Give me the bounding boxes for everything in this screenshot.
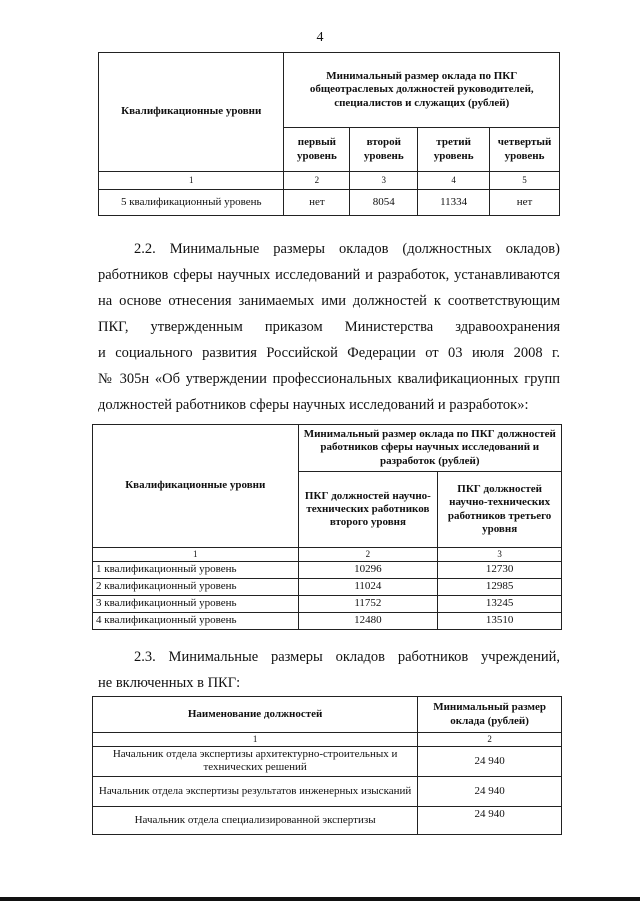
table3-name-cell: Начальник отдела экспертизы результатов инженерных изысканий bbox=[93, 776, 418, 806]
table3-col-number: 2 bbox=[418, 733, 562, 747]
table-row bbox=[99, 190, 560, 216]
table2-level-cell: 2 квалификационный уровень bbox=[93, 579, 299, 596]
table1-col-number: 3 bbox=[350, 172, 418, 190]
table2-col-number: 2 bbox=[298, 548, 438, 562]
table2-value-cell: 11752 bbox=[298, 596, 438, 613]
table-other-positions bbox=[92, 696, 562, 835]
text-line: и социального развития Российской Федерации от 03 июля 2008 г. bbox=[98, 345, 560, 361]
table-general-positions bbox=[98, 52, 560, 216]
table1-header-group: Минимальный размер оклада по ПКГ общеотраслевых должностей руководителей, специалистов и служащих (рублей) bbox=[284, 53, 560, 128]
table1-subheader: третий уровень bbox=[418, 128, 490, 172]
table2-value-cell: 10296 bbox=[298, 562, 438, 579]
table1-value-cell: нет bbox=[490, 190, 560, 216]
table3-header-salary: Минимальный размер оклада (рублей) bbox=[418, 697, 562, 733]
table1-col-number: 5 bbox=[490, 172, 560, 190]
table2-subheader: ПКГ должностей научно-технических работников второго уровня bbox=[298, 472, 438, 548]
table2-header-levels: Квалификационные уровни bbox=[93, 425, 299, 548]
table3-salary-cell: 24 940 bbox=[418, 806, 562, 834]
table-row bbox=[93, 596, 562, 613]
table-row bbox=[93, 806, 562, 834]
table1-header-levels: Квалификационные уровни bbox=[99, 53, 284, 172]
table3-salary-cell: 24 940 bbox=[418, 776, 562, 806]
table1-col-number: 1 bbox=[99, 172, 284, 190]
table1-level-cell: 5 квалификационный уровень bbox=[99, 190, 284, 216]
table-research-positions bbox=[92, 424, 562, 630]
table2-col-number: 3 bbox=[438, 548, 562, 562]
table1-subheader: первый уровень bbox=[284, 128, 350, 172]
table3-salary-cell: 24 940 bbox=[418, 746, 562, 776]
table-row bbox=[93, 613, 562, 630]
text-line: на основе отнесения занимаемых ими должностей к соответствующим bbox=[98, 293, 560, 309]
text-line: ПКГ, утвержденным приказом Министерства здравоохранения bbox=[98, 319, 560, 335]
table3-name-cell: Начальник отдела специализированной экспертизы bbox=[93, 806, 418, 834]
text-line: 2.3. Минимальные размеры окладов работников учреждений, bbox=[134, 649, 560, 665]
text-line: работников сферы научных исследований и разработок, устанавливаются bbox=[98, 267, 560, 283]
table1-col-number: 4 bbox=[418, 172, 490, 190]
table-row bbox=[93, 579, 562, 596]
table3-header-name: Наименование должностей bbox=[93, 697, 418, 733]
text-line: не включенных в ПКГ: bbox=[98, 675, 241, 691]
table-row bbox=[93, 746, 562, 776]
table2-value-cell: 13510 bbox=[438, 613, 562, 630]
text-line: № 305н «Об утверждении профессиональных квалификационных групп bbox=[98, 371, 560, 387]
table2-value-cell: 11024 bbox=[298, 579, 438, 596]
text-line: 2.2. Минимальные размеры окладов (должностных окладов) bbox=[134, 241, 560, 257]
table2-level-cell: 1 квалификационный уровень bbox=[93, 562, 299, 579]
table2-value-cell: 13245 bbox=[438, 596, 562, 613]
table3-name-cell: Начальник отдела экспертизы архитектурно-строительных и технических решений bbox=[93, 746, 418, 776]
table3-col-number: 1 bbox=[93, 733, 418, 747]
table1-value-cell: 11334 bbox=[418, 190, 490, 216]
table1-col-number: 2 bbox=[284, 172, 350, 190]
table2-value-cell: 12985 bbox=[438, 579, 562, 596]
table2-level-cell: 3 квалификационный уровень bbox=[93, 596, 299, 613]
table-row bbox=[93, 562, 562, 579]
section-2-3-text bbox=[98, 644, 560, 696]
table2-level-cell: 4 квалификационный уровень bbox=[93, 613, 299, 630]
table2-header-group: Минимальный размер оклада по ПКГ должностей работников сферы научных исследований и разработок (рублей) bbox=[298, 425, 561, 472]
table-row bbox=[93, 776, 562, 806]
section-2-2-text bbox=[98, 236, 560, 418]
footer-rule bbox=[0, 897, 640, 901]
text-line: должностей работников сферы научных исследований и разработок»: bbox=[98, 397, 529, 413]
table1-value-cell: нет bbox=[284, 190, 350, 216]
page-number: 4 bbox=[316, 30, 324, 45]
table2-col-number: 1 bbox=[93, 548, 299, 562]
table2-value-cell: 12730 bbox=[438, 562, 562, 579]
table1-subheader: второй уровень bbox=[350, 128, 418, 172]
table2-subheader: ПКГ должностей научно-технических работников третьего уровня bbox=[438, 472, 562, 548]
table1-value-cell: 8054 bbox=[350, 190, 418, 216]
table2-value-cell: 12480 bbox=[298, 613, 438, 630]
table1-subheader: четвертый уровень bbox=[490, 128, 560, 172]
